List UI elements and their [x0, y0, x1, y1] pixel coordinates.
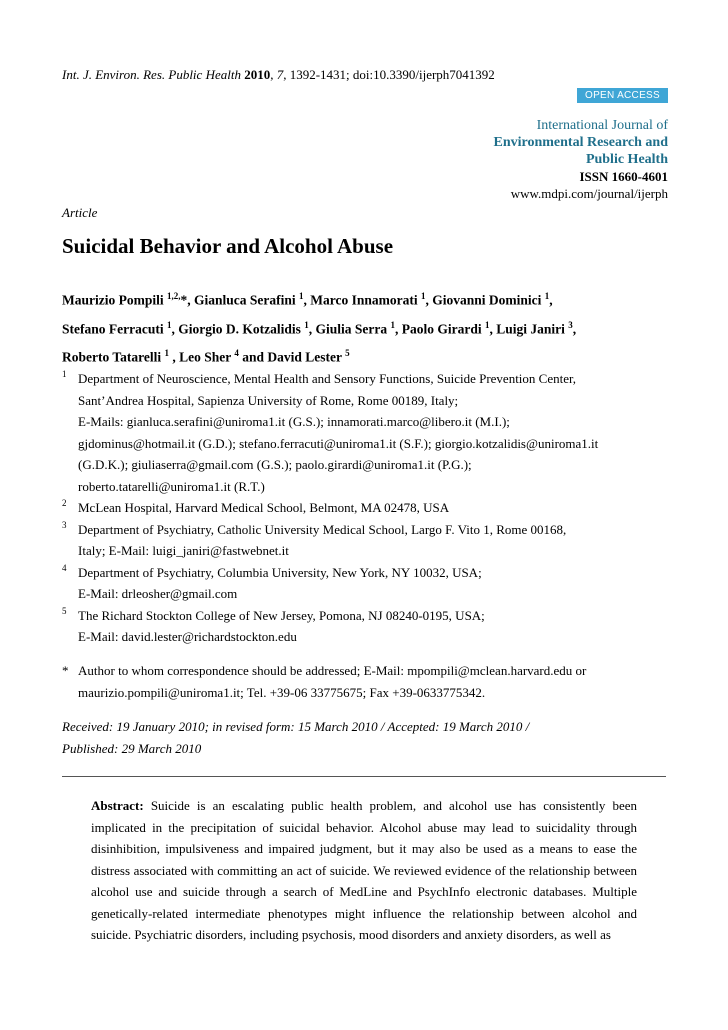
publication-dates: [62, 716, 682, 759]
affiliation-line: roberto.tatarelli@uniroma1.it (R.T.): [78, 478, 265, 494]
correspondence-note: [62, 660, 682, 703]
affiliation-item: [62, 497, 682, 519]
author-affiliation-marker: 1: [299, 291, 304, 301]
journal-name-line3: Public Health: [585, 152, 668, 167]
author-name: Gianluca Serafini: [194, 292, 300, 308]
journal-url[interactable]: www.mdpi.com/journal/ijerph: [510, 186, 668, 201]
author-affiliation-marker: 1: [304, 319, 309, 330]
affiliation-line: E-Mails: gianluca.serafini@uniroma1.it (G.S.); innamorati.marco@libero.it (M.I.);: [78, 414, 510, 429]
author-separator: ,: [169, 349, 180, 365]
journal-name-line2: Environmental Research and: [493, 135, 668, 150]
dates-line1: Received: 19 January 2010; in revised form: 15 March 2010 / Accepted: 19 March 2010 /: [62, 719, 530, 734]
author-affiliation-marker: 5: [345, 348, 350, 358]
author-separator: ,: [308, 321, 316, 336]
author-affiliation-marker: 1: [390, 319, 395, 330]
affiliation-line: (G.D.K.); giuliaserra@gmail.com (G.S.); paolo.girardi@uniroma1.it (P.G.);: [78, 457, 472, 472]
affiliation-number: 1: [62, 369, 67, 379]
author-separator: ,: [549, 292, 553, 308]
affiliation-line: McLean Hospital, Harvard Medical School, Belmont, MA 02478, USA: [78, 500, 450, 515]
author-separator: ,: [171, 321, 179, 336]
affiliation-number: 3: [62, 519, 67, 530]
author-name: Giulia Serra: [315, 321, 391, 336]
author-name: Giorgio D. Kotzalidis: [178, 321, 305, 336]
author-affiliation-marker: 1: [166, 319, 172, 330]
author-affiliation-marker: 1: [421, 291, 426, 301]
journal-name-line1: International Journal of: [536, 118, 668, 133]
correspondence-line1: Author to whom correspondence should be addressed; E-Mail: mpompili@mclean.harvard.edu or: [78, 663, 587, 678]
affiliation-number: 5: [62, 605, 67, 616]
citation-line: Int. J. Environ. Res. Public Health 2010, 7, 1392-1431; doi:10.3390/ijerph7041392: [62, 67, 495, 82]
author-separator: and: [238, 349, 268, 365]
author-affiliation-marker: 1: [484, 319, 490, 330]
author-affiliation-marker: 3: [568, 319, 573, 330]
paper-title: Suicidal Behavior and Alcohol Abuse: [62, 234, 394, 258]
affiliation-line: gjdominus@hotmail.it (G.D.); stefano.ferracuti@uniroma1.it (S.F.); giorgio.kotzalidis@uniroma1.it: [78, 435, 599, 451]
affiliation-line: Department of Psychiatry, Catholic University Medical School, Largo F. Vito 1, Rome 00168,: [78, 521, 567, 537]
citation-pages-doi: , 1392-1431; doi:10.3390/ijerph7041392: [283, 67, 495, 82]
citation-volume: 7: [276, 67, 284, 82]
affiliation-number: 4: [62, 562, 67, 573]
author-name: Giovanni Dominici: [432, 292, 545, 308]
journal-issn: ISSN 1660-4601: [579, 169, 668, 184]
correspondence-star: *: [62, 663, 69, 678]
abstract-label: Abstract:: [91, 798, 144, 813]
affiliations: [62, 368, 682, 648]
author-name: Luigi Janiri: [496, 321, 569, 336]
author-list: [62, 284, 682, 370]
author-separator: ,: [425, 292, 433, 308]
author-separator: ,: [572, 321, 577, 336]
affiliation-item: [62, 519, 682, 562]
author-name: Maurizio Pompili: [62, 292, 167, 308]
author-name: Paolo Girardi: [401, 321, 485, 336]
affiliation-line: Sant’Andrea Hospital, Sapienza University of Rome, Rome 00189, Italy;: [78, 392, 459, 408]
author-separator: ,: [489, 321, 497, 336]
abstract: [91, 795, 637, 946]
affiliation-line: E-Mail: drleosher@gmail.com: [78, 586, 238, 601]
author-name: Leo Sher: [179, 349, 235, 365]
affiliation-number: 2: [62, 498, 67, 508]
abstract-text: Suicide is an escalating public health problem, and alcohol use has consistently been implicated in the precipitation of suicidal behavior. Alcohol abuse may lead to suicidality through disinhibition, impulsiveness and impaired judgment, but it may also be used as a means to ease the distress associated with committing an act of suicide. We reviewed evidence of the relationship between alcohol use and suicide through a search of MedLine and PsychInfo electronic databases. Multiple genetically-related intermediate phenotypes might influence the relationship between alcohol and suicide. Psychiatric disorders, including psychosis, mood disorders and anxiety disorders, as well as: [91, 798, 637, 942]
author-separator: ,: [394, 321, 402, 336]
author-name: Roberto Tatarelli: [62, 349, 165, 365]
citation-year: 2010: [244, 67, 271, 82]
citation-journal: Int. J. Environ. Res. Public Health: [62, 67, 241, 82]
affiliation-line: Department of Neuroscience, Mental Health and Sensory Functions, Suicide Prevention Center,: [78, 371, 577, 386]
affiliation-item: [62, 605, 682, 648]
affiliation-line: The Richard Stockton College of New Jersey, Pomona, NJ 08240-0195, USA;: [78, 607, 485, 623]
author-affiliation-marker: 1,2,: [167, 291, 181, 301]
correspondence-line2: maurizio.pompili@uniroma1.it; Tel. +39-06 33775675; Fax +39-0633775342.: [78, 684, 486, 700]
journal-info: [494, 117, 669, 202]
author-affiliation-marker: 1: [164, 348, 169, 358]
affiliation-line: Italy; E-Mail: luigi_janiri@fastwebnet.it: [78, 543, 289, 558]
author-separator: ,: [187, 292, 194, 308]
dates-line2: Published: 29 March 2010: [62, 740, 202, 756]
author-separator: ,: [303, 292, 311, 308]
divider-rule: [62, 776, 666, 777]
open-access-badge: OPEN ACCESS: [577, 88, 668, 103]
article-type: Article: [62, 205, 98, 220]
author-name: Stefano Ferracuti: [62, 321, 167, 336]
affiliation-line: E-Mail: david.lester@richardstockton.edu: [78, 629, 297, 644]
author-name: Marco Innamorati: [310, 292, 422, 308]
affiliation-item: [62, 562, 682, 605]
corresponding-author-star: *: [180, 292, 188, 308]
author-affiliation-marker: 4: [234, 348, 239, 358]
affiliation-line: Department of Psychiatry, Columbia University, New York, NY 10032, USA;: [78, 564, 482, 580]
author-name: David Lester: [267, 349, 346, 365]
author-affiliation-marker: 1: [544, 291, 550, 301]
affiliation-item: [62, 368, 682, 497]
